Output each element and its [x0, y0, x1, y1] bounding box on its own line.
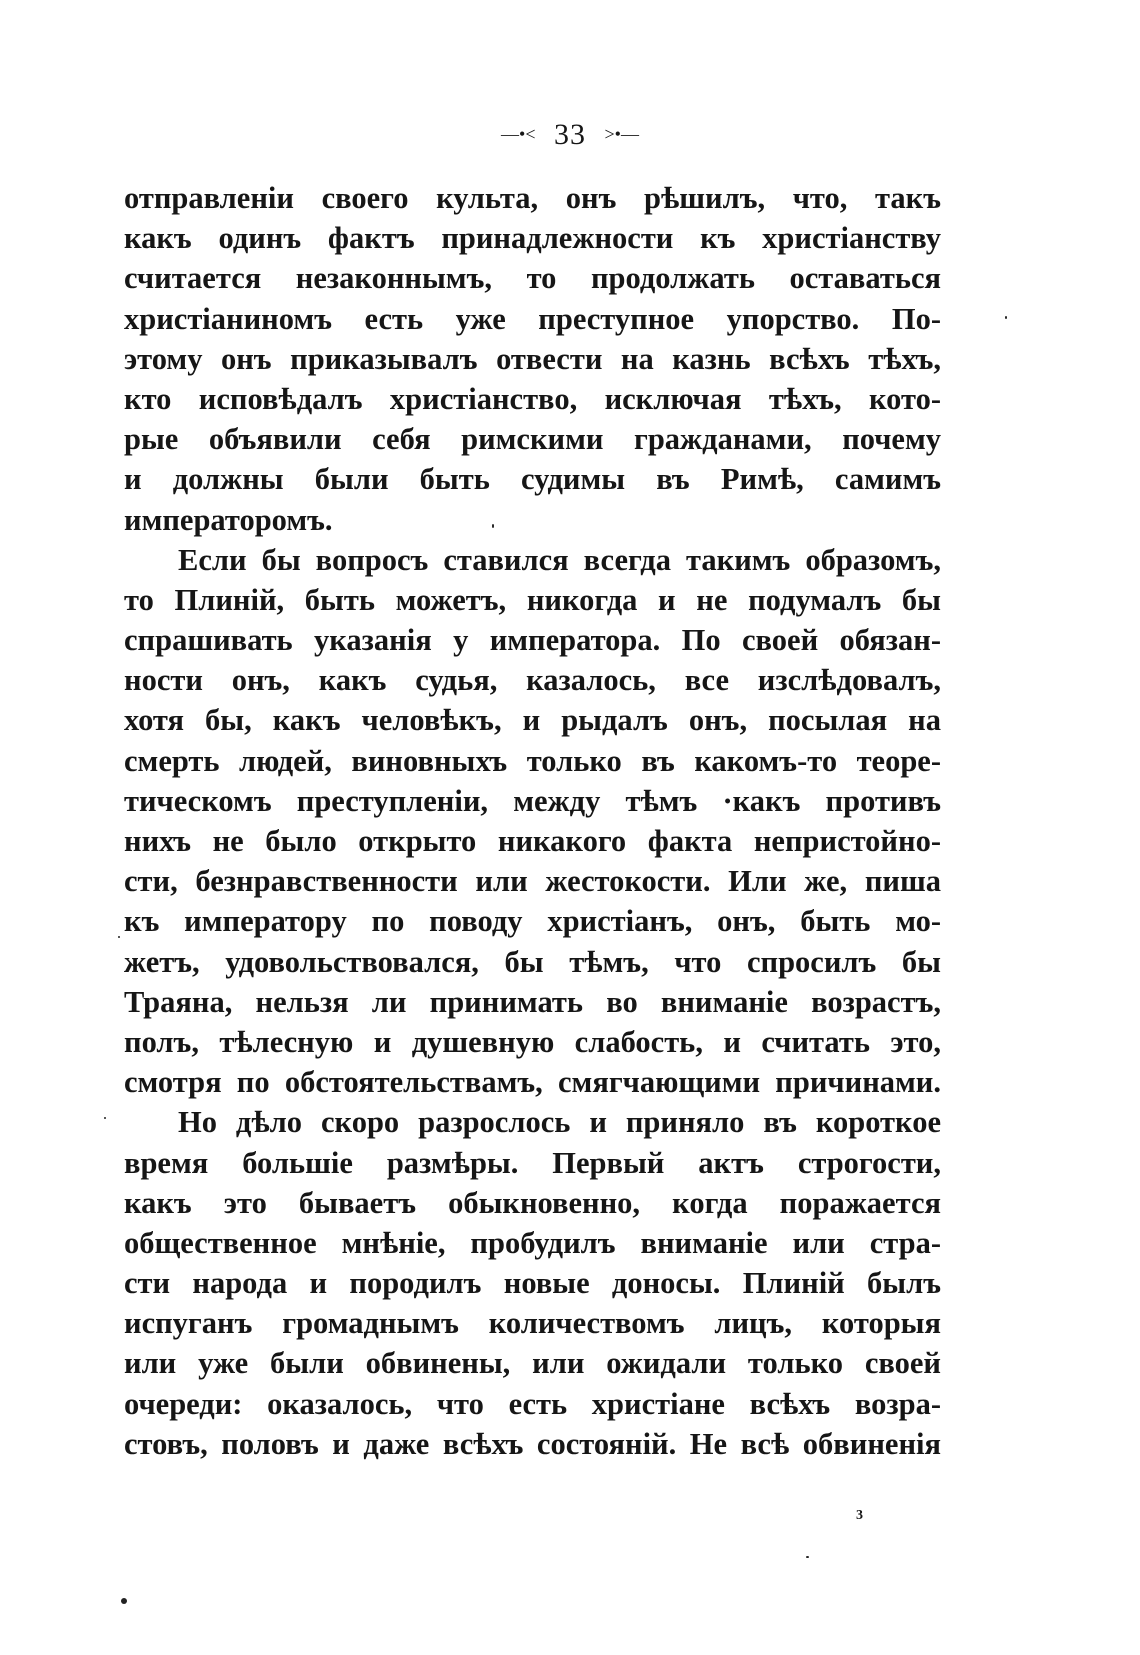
paragraph-first-line: Но дѣло скоро разрослось и приняло въ короткое	[178, 1105, 941, 1140]
text-line: и должны были быть судимы въ Римѣ, самимъ	[124, 462, 941, 497]
text-line: полъ, тѣлесную и душевную слабость, и считать это,	[124, 1024, 941, 1059]
ink-speck	[118, 936, 120, 938]
text-line: какъ это бываетъ обыкновенно, когда поражается	[124, 1185, 941, 1220]
ink-speck	[1005, 316, 1007, 319]
left-ornament: —•<	[501, 123, 536, 144]
body-text	[124, 178, 941, 1464]
text-line: Траяна, нельзя ли принимать во вниманіе возрастъ,	[124, 984, 941, 1019]
text-line: жетъ, удовольствовался, бы тѣмъ, что спросилъ бы	[124, 944, 941, 979]
text-line: стовъ, половъ и даже всѣхъ состояній. Не всѣ обвиненія	[124, 1426, 941, 1461]
text-line: или уже были обвинены, или ожидали только своей	[124, 1346, 941, 1381]
text-line: отправленіи своего культа, онъ рѣшилъ, что, такъ	[124, 181, 941, 215]
text-line: считается незаконнымъ, то продолжать оставаться	[124, 261, 941, 296]
text-line: императоромъ.	[124, 502, 333, 537]
text-line: христіаниномъ есть уже преступное упорство. По-	[124, 301, 941, 336]
text-line: испуганъ громаднымъ количествомъ лицъ, которыя	[124, 1306, 941, 1341]
text-line: смотря по обстоятельствамъ, смягчающими причинами.	[124, 1065, 941, 1100]
text-line: общественное мнѣніе, пробудилъ вниманіе или стра-	[124, 1225, 941, 1260]
text-line: ности онъ, какъ судья, казалось, все изслѣдовалъ,	[124, 663, 941, 698]
text-line: смерть людей, виновныхъ только въ какомъ-то теоре-	[124, 743, 941, 778]
text-line: хотя бы, какъ человѣкъ, и рыдалъ онъ, посылая на	[124, 703, 941, 738]
text-line: очереди: оказалось, что есть христіане всѣхъ возра-	[124, 1386, 941, 1421]
text-line: этому онъ приказывалъ отвести на казнь всѣхъ тѣхъ,	[124, 341, 941, 376]
running-head	[0, 118, 1140, 152]
text-line: рые объявили себя римскими гражданами, почему	[124, 422, 941, 457]
text-line: тическомъ преступленіи, между тѣмъ ·какъ противъ	[124, 783, 941, 818]
page-number: 33	[554, 118, 586, 151]
text-line: нихъ не было открыто никакого факта непристойно-	[124, 824, 941, 858]
text-line: къ императору по поводу христіанъ, онъ, быть мо-	[124, 904, 941, 939]
right-ornament: >•—	[604, 123, 639, 144]
text-line: спрашивать указанія у императора. По своей обязан-	[124, 623, 941, 658]
text-line: время большіе размѣры. Первый актъ строгости,	[124, 1145, 941, 1180]
text-line: кто исповѣдалъ христіанство, исключая тѣхъ, кото-	[124, 381, 941, 416]
paragraph-first-line: Если бы вопросъ ставился всегда такимъ образомъ,	[178, 542, 941, 577]
text-line: какъ одинъ фактъ принадлежности къ христіанству	[124, 221, 941, 256]
text-line: сти народа и породилъ новые доносы. Плиній былъ	[124, 1266, 941, 1301]
ink-speck	[492, 524, 494, 528]
signature-mark: 3	[856, 1508, 863, 1523]
text-line: сти, безнравственности или жестокости. Или же, пиша	[124, 864, 941, 899]
ink-speck	[121, 1598, 127, 1604]
ink-speck	[806, 1556, 809, 1558]
ink-speck	[104, 1117, 106, 1119]
text-line: то Плиній, быть можетъ, никогда и не подумалъ бы	[124, 582, 941, 617]
